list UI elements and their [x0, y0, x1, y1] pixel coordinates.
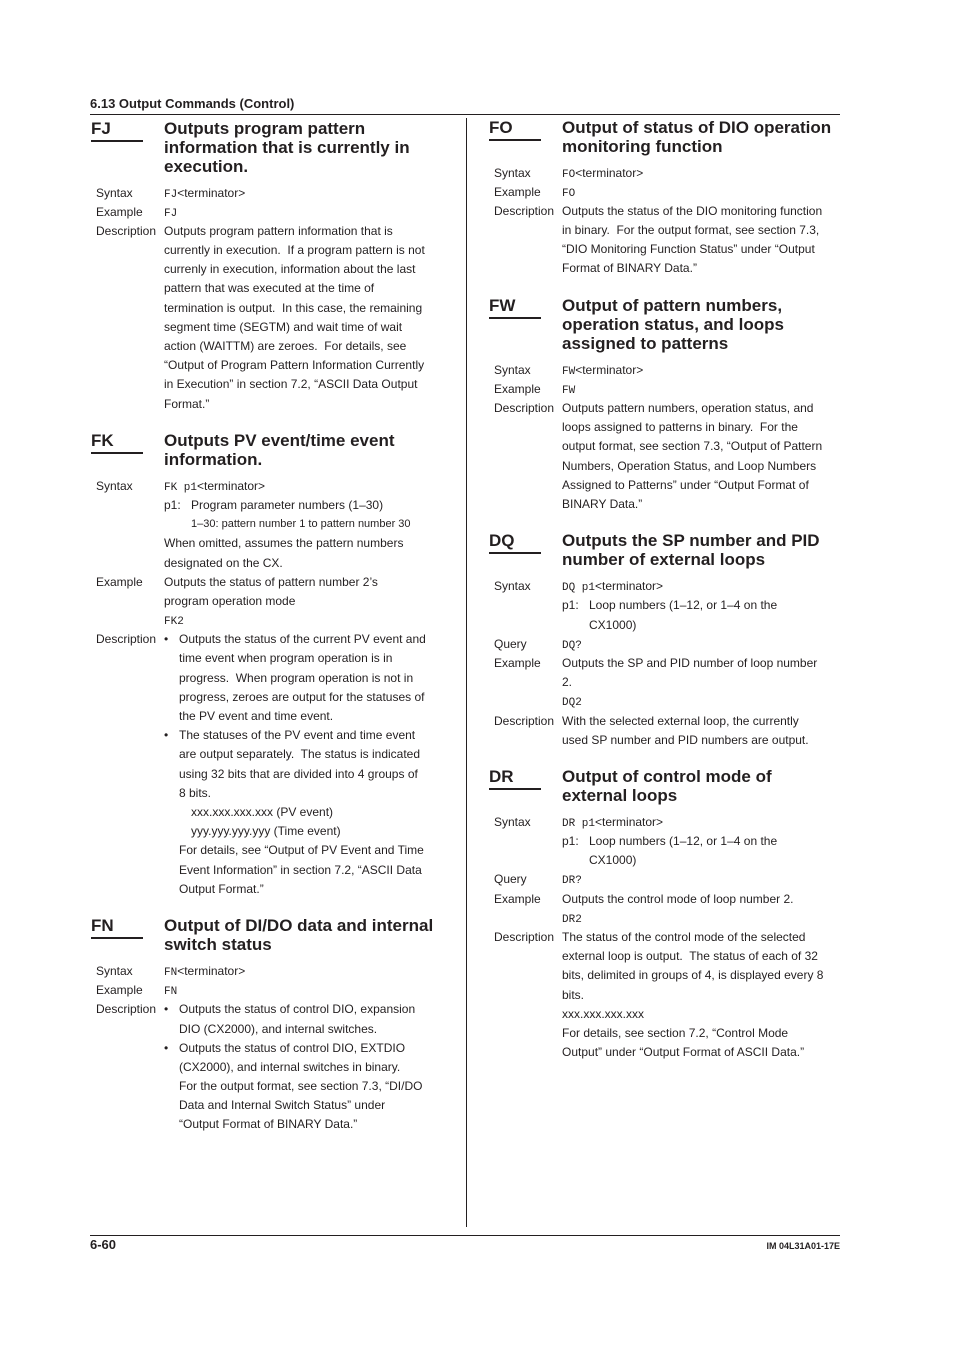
line-text: the PV event and time event.	[179, 709, 334, 724]
line-text: With the selected external loop, the currently	[562, 713, 799, 728]
command-field-query	[489, 635, 840, 654]
line-text: Outputs the status of control DIO, expansion	[179, 1002, 416, 1017]
column-divider	[466, 118, 467, 1227]
field-line	[164, 707, 445, 726]
field-line	[562, 418, 840, 437]
field-line	[562, 635, 840, 654]
field-line	[164, 784, 445, 803]
field-line	[164, 318, 445, 337]
command-field-description	[91, 630, 445, 899]
field-line	[562, 380, 840, 399]
line-text: used SP number and PID numbers are output.	[562, 732, 809, 747]
field-line	[164, 279, 445, 298]
field-value	[164, 184, 445, 203]
line-text: external loop is output. The status of each of 32	[562, 949, 818, 964]
line-text: CX1000)	[589, 617, 637, 632]
left-column	[91, 119, 445, 1135]
field-line	[164, 962, 445, 981]
command-field-description	[91, 1000, 445, 1134]
field-line	[562, 495, 840, 514]
command-code: DQ	[489, 531, 541, 554]
bullet-marker: •	[164, 1002, 169, 1017]
field-label: Description	[96, 632, 157, 647]
line-text: Assigned to Patterns” under “Output Format of	[562, 477, 809, 492]
line-text: designated on the CX.	[164, 555, 283, 570]
field-line	[562, 966, 840, 985]
field-label: Description	[494, 930, 555, 945]
field-label: Example	[96, 983, 143, 998]
field-value	[562, 654, 840, 712]
field-line	[164, 515, 445, 534]
field-line	[164, 880, 445, 899]
command-code: FW	[489, 296, 541, 319]
field-line	[164, 1020, 445, 1039]
field-value	[164, 981, 445, 1000]
field-line	[562, 1024, 840, 1043]
command-title-line: assigned to patterns	[562, 333, 729, 353]
command-field-example	[489, 890, 840, 928]
line-text: in binary. For the output format, see section 7.3,	[562, 223, 820, 238]
line-text: pattern that was executed at the time of	[164, 281, 375, 296]
field-line	[562, 202, 840, 221]
field-value	[164, 203, 445, 222]
line-text: output format, see section 7.3, “Output of Pattern	[562, 439, 823, 454]
command-title	[164, 916, 433, 954]
command-section-fk	[91, 431, 445, 899]
command-field-example	[91, 573, 445, 631]
line-text: Output Format.”	[179, 881, 264, 896]
command-string: FJ	[164, 188, 178, 201]
command-field-description	[489, 928, 840, 1062]
command-code: DR	[489, 767, 541, 790]
field-line	[164, 184, 445, 203]
field-label: Description	[494, 713, 555, 728]
field-line	[562, 712, 840, 731]
field-line	[164, 630, 445, 649]
field-value	[562, 890, 840, 928]
command-title	[562, 531, 820, 569]
field-label: Description	[96, 1002, 157, 1017]
command-string: FO	[562, 168, 576, 181]
footer-rule	[90, 1235, 840, 1236]
field-line	[164, 1115, 445, 1134]
command-title-line: Output of pattern numbers,	[562, 295, 783, 315]
field-line	[562, 909, 840, 928]
bullet-marker: •	[164, 632, 169, 647]
command-field-description	[489, 712, 840, 750]
command-heading	[489, 118, 840, 156]
field-value	[562, 164, 840, 183]
right-column	[489, 118, 840, 1063]
field-line	[562, 221, 840, 240]
field-label: Syntax	[494, 165, 531, 180]
field-line	[164, 299, 445, 318]
command-field-example	[489, 654, 840, 712]
line-text: segment time (SEGTM) and wait time of wait	[164, 319, 403, 334]
command-title-line: Output of status of DIO operation	[562, 117, 832, 137]
section-header-title: 6.13 Output Commands (Control)	[90, 96, 295, 111]
command-field-description	[91, 222, 445, 414]
line-text: <terminator>	[575, 362, 644, 377]
line-text: For details, see “Output of PV Event and Time	[179, 843, 424, 858]
field-value	[562, 399, 840, 514]
field-line	[164, 861, 445, 880]
field-line	[562, 890, 840, 909]
command-section-fn	[91, 916, 445, 1135]
field-value	[164, 573, 445, 631]
field-line	[164, 375, 445, 394]
field-label: Syntax	[494, 814, 531, 829]
line-text: Outputs the SP and PID number of loop number	[562, 655, 818, 670]
field-label: Description	[494, 401, 555, 416]
field-line	[164, 203, 445, 222]
field-line	[164, 395, 445, 414]
command-field-syntax	[489, 813, 840, 871]
field-line	[562, 928, 840, 947]
field-line	[562, 692, 840, 711]
line-text: xxx.xxx.xxx.xxx (PV event)	[191, 804, 334, 819]
line-text: Loop numbers (1–12, or 1–4 on the	[589, 834, 778, 849]
line-text: Format of BINARY Data.”	[562, 261, 697, 276]
line-text: time event when program operation is in	[179, 651, 393, 666]
command-string: DQ?	[562, 639, 582, 652]
field-value	[164, 962, 445, 981]
field-line	[562, 361, 840, 380]
document-id: IM 04L31A01-17E	[766, 1241, 840, 1251]
page-number: 6-60	[90, 1237, 117, 1252]
bullet-marker: •	[164, 1040, 169, 1055]
command-title	[562, 296, 784, 353]
line-text: in Execution” in section 7.2, “ASCII Data Output	[164, 377, 418, 392]
line-text: loops assigned to patterns in binary. For the	[562, 420, 798, 435]
field-line	[164, 981, 445, 1000]
field-line	[164, 1096, 445, 1115]
command-string: FK2	[164, 616, 184, 629]
command-title-line: number of external loops	[562, 550, 766, 570]
command-section-fo	[489, 118, 840, 279]
field-line	[562, 832, 840, 851]
line-text: Outputs the status of pattern number 2’s	[164, 574, 378, 589]
line-text: action (WAITTM) are zeroes. For details, see	[164, 339, 407, 354]
line-text: Format.”	[164, 396, 210, 411]
line-text: “DIO Monitoring Function Status” under “Output	[562, 242, 815, 257]
field-line	[562, 596, 840, 615]
command-field-description	[489, 202, 840, 279]
field-value	[164, 222, 445, 414]
line-text: <terminator>	[575, 165, 644, 180]
field-line	[164, 1058, 445, 1077]
field-line	[562, 673, 840, 692]
field-line	[164, 803, 445, 822]
command-string: DR2	[562, 913, 582, 926]
line-text: Outputs program pattern information that is	[164, 223, 393, 238]
field-line	[562, 731, 840, 750]
field-line	[164, 260, 445, 279]
field-value	[164, 630, 445, 899]
line-text: currently in execution. If a program pattern is not	[164, 243, 425, 258]
line-text: progress, zeroes are output for the statuses of	[179, 689, 425, 704]
line-text: Outputs the status of the current PV event and	[179, 632, 426, 647]
field-line	[562, 986, 840, 1005]
command-title-line: switch status	[164, 934, 272, 954]
line-text: For details, see section 7.2, “Control Mode	[562, 1025, 789, 1040]
field-label: Description	[494, 203, 555, 218]
command-title-line: Output of DI/DO data and internal	[164, 915, 434, 935]
field-value	[562, 813, 840, 871]
line-text: Loop numbers (1–12, or 1–4 on the	[589, 598, 778, 613]
line-text: Event Information” in section 7.2, “ASCII Data	[179, 862, 422, 877]
field-line	[562, 616, 840, 635]
command-title-line: Outputs program pattern	[164, 118, 366, 138]
command-field-query	[489, 870, 840, 889]
command-string: FN	[164, 966, 178, 979]
field-label: Description	[96, 223, 157, 238]
line-text: progress. When program operation is not in	[179, 670, 414, 685]
line-text: currenly in execution, information about the last	[164, 262, 416, 277]
line-text: 2.	[562, 675, 573, 690]
header-rule	[90, 114, 840, 115]
line-text: DIO (CX2000), and internal switches.	[179, 1021, 378, 1036]
field-value	[562, 635, 840, 654]
line-text: Program parameter numbers (1–30)	[191, 497, 384, 512]
field-line	[164, 745, 445, 764]
line-text: <terminator>	[197, 478, 266, 493]
command-string: FO	[562, 187, 576, 200]
command-string: DQ p1	[562, 582, 596, 595]
field-value	[562, 577, 840, 635]
field-label: Example	[494, 891, 541, 906]
line-text: using 32 bits that are divided into 4 groups of	[179, 766, 418, 781]
field-line	[164, 841, 445, 860]
field-line	[164, 241, 445, 260]
line-text: Output” under “Output Format of ASCII Data.”	[562, 1045, 805, 1060]
command-section-fj	[91, 119, 445, 414]
command-string: DQ2	[562, 697, 582, 710]
line-text: CX1000)	[589, 853, 637, 868]
command-title	[164, 431, 395, 469]
field-line	[164, 726, 445, 745]
field-line	[562, 1043, 840, 1062]
field-line	[562, 947, 840, 966]
field-line	[164, 534, 445, 553]
command-field-example	[489, 380, 840, 399]
field-label: Syntax	[494, 362, 531, 377]
command-title-line: external loops	[562, 785, 678, 805]
field-label: Syntax	[96, 963, 133, 978]
command-title-line: Output of control mode of	[562, 766, 772, 786]
field-value	[562, 380, 840, 399]
command-code: FJ	[91, 119, 143, 142]
parameter-name: p1:	[562, 834, 579, 849]
command-code: FO	[489, 118, 541, 141]
command-field-syntax	[489, 164, 840, 183]
command-section-dr	[489, 767, 840, 1062]
line-text: program operation mode	[164, 593, 296, 608]
field-label: Example	[96, 204, 143, 219]
field-line	[164, 765, 445, 784]
command-title-line: operation status, and loops	[562, 314, 784, 334]
field-value	[562, 202, 840, 279]
field-line	[164, 337, 445, 356]
command-heading	[91, 431, 445, 469]
field-line	[562, 813, 840, 832]
command-heading	[91, 119, 445, 176]
line-text: Outputs the control mode of loop number 2.	[562, 891, 794, 906]
command-field-syntax	[91, 477, 445, 573]
field-label: Query	[494, 872, 527, 887]
field-value	[164, 1000, 445, 1134]
command-string: FN	[164, 986, 178, 999]
line-text: “Output Format of BINARY Data.”	[179, 1117, 358, 1132]
command-string: FK p1	[164, 481, 198, 494]
parameter-name: p1:	[164, 497, 181, 512]
command-code: FK	[91, 431, 143, 454]
field-label: Example	[494, 655, 541, 670]
command-heading	[91, 916, 445, 954]
field-line	[562, 183, 840, 202]
field-label: Syntax	[96, 478, 133, 493]
field-value	[562, 361, 840, 380]
line-text: bits.	[562, 987, 585, 1002]
line-text: 1–30: pattern number 1 to pattern number 30	[191, 518, 411, 531]
command-title-line: information that is currently in	[164, 137, 410, 157]
field-line	[562, 577, 840, 596]
field-line	[164, 611, 445, 630]
command-string: DR p1	[562, 817, 596, 830]
bullet-marker: •	[164, 728, 169, 743]
command-field-example	[489, 183, 840, 202]
command-title	[562, 767, 772, 805]
field-value	[562, 183, 840, 202]
field-line	[164, 669, 445, 688]
command-section-dq	[489, 531, 840, 750]
field-line	[164, 496, 445, 515]
field-label: Syntax	[494, 579, 531, 594]
command-heading	[489, 296, 840, 353]
field-line	[164, 822, 445, 841]
field-line	[562, 870, 840, 889]
field-label: Example	[96, 574, 143, 589]
command-field-example	[91, 981, 445, 1000]
field-label: Example	[494, 381, 541, 396]
field-line	[562, 1005, 840, 1024]
field-line	[562, 164, 840, 183]
line-text: <terminator>	[177, 185, 246, 200]
field-value	[164, 477, 445, 573]
field-line	[562, 240, 840, 259]
command-section-fw	[489, 296, 840, 515]
field-line	[164, 1000, 445, 1019]
field-line	[164, 1077, 445, 1096]
line-text: The statuses of the PV event and time event	[179, 728, 416, 743]
command-field-example	[91, 203, 445, 222]
field-value	[562, 870, 840, 889]
command-title-line: Outputs PV event/time event	[164, 430, 395, 450]
field-line	[164, 1039, 445, 1058]
field-line	[562, 851, 840, 870]
field-value	[562, 712, 840, 750]
line-text: BINARY Data.”	[562, 497, 643, 511]
command-field-syntax	[489, 361, 840, 380]
field-label: Query	[494, 636, 527, 651]
command-field-syntax	[91, 962, 445, 981]
command-title-line: Outputs the SP number and PID	[562, 531, 820, 551]
field-line	[562, 457, 840, 476]
command-field-syntax	[91, 184, 445, 203]
command-title-line: execution.	[164, 156, 249, 176]
field-line	[164, 592, 445, 611]
command-field-description	[489, 399, 840, 514]
line-text: Data and Internal Switch Status” under	[179, 1098, 386, 1113]
field-line	[164, 356, 445, 375]
field-line	[164, 477, 445, 496]
line-text: 8 bits.	[179, 785, 212, 800]
line-text: For the output format, see section 7.3, “DI/DO	[179, 1079, 423, 1094]
line-text: “Output of Program Pattern Information Currently	[164, 358, 425, 373]
command-string: DR?	[562, 875, 582, 888]
line-text: are output separately. The status is indicated	[179, 747, 421, 762]
line-text: <terminator>	[595, 579, 664, 594]
line-text: Outputs pattern numbers, operation status, and	[562, 401, 814, 416]
field-line	[164, 688, 445, 707]
field-value	[562, 928, 840, 1062]
command-title	[164, 119, 410, 176]
command-heading	[489, 767, 840, 805]
command-title-line: information.	[164, 449, 263, 469]
field-label: Syntax	[96, 185, 133, 200]
line-text: <terminator>	[177, 963, 246, 978]
command-string: FW	[562, 365, 576, 378]
command-title	[562, 118, 831, 156]
line-text: Outputs the status of control DIO, EXTDIO	[179, 1040, 406, 1055]
line-text: bits, delimited in groups of 4, is displayed every 8	[562, 968, 824, 983]
line-text: The status of the control mode of the selected	[562, 930, 806, 945]
field-line	[164, 222, 445, 241]
line-text: <terminator>	[595, 814, 664, 829]
field-line	[164, 649, 445, 668]
field-line	[562, 399, 840, 418]
field-line	[562, 654, 840, 673]
field-line	[562, 476, 840, 495]
line-text: Outputs the status of the DIO monitoring function	[562, 203, 823, 218]
command-string: FW	[562, 384, 576, 397]
field-line	[562, 259, 840, 278]
field-line	[164, 573, 445, 592]
line-text: yyy.yyy.yyy.yyy (Time event)	[191, 824, 341, 839]
parameter-name: p1:	[562, 598, 579, 613]
field-label: Example	[494, 184, 541, 199]
line-text: termination is output. In this case, the remaining	[164, 300, 423, 315]
field-line	[164, 554, 445, 573]
command-title-line: monitoring function	[562, 136, 723, 156]
command-code: FN	[91, 916, 143, 939]
line-text: When omitted, assumes the pattern numbers	[164, 536, 404, 551]
field-line	[562, 437, 840, 456]
line-text: (CX2000), and internal switches in binary.	[179, 1059, 401, 1074]
line-text: xxx.xxx.xxx.xxx	[562, 1006, 645, 1021]
line-text: Numbers, Operation Status, and Loop Numbers	[562, 458, 817, 473]
command-heading	[489, 531, 840, 569]
command-string: FJ	[164, 207, 178, 220]
command-field-syntax	[489, 577, 840, 635]
